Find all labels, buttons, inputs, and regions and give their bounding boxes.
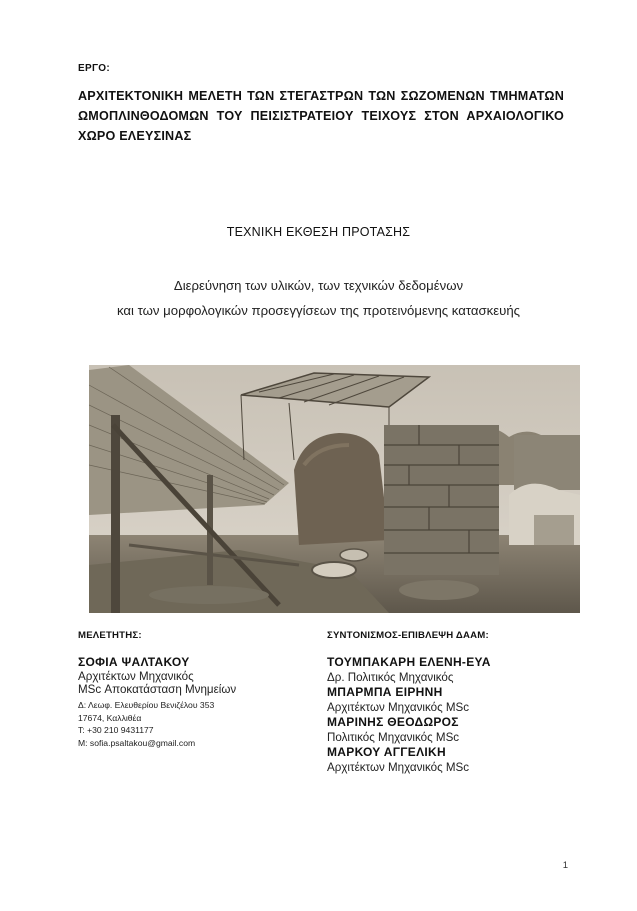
- supervisor-name: ΤΟΥΜΠΑΚΑΡΗ ΕΛΕΝΗ-ΕΥΑ: [327, 655, 491, 669]
- supervisor-role: Αρχιτέκτων Μηχανικός MSc: [327, 701, 470, 714]
- supervisor-role: Πολιτικός Μηχανικός MSc: [327, 731, 460, 744]
- project-title: ΑΡΧΙΤΕΚΤΟΝΙΚΗ ΜΕΛΕΤΗ ΤΩΝ ΣΤΕΓΑΣΤΡΩΝ ΤΩΝ ΣΩΖΟΜΕΝΩΝ ΤΜΗΜΑΤΩΝ ΩΜΟΠΛΙΝΘΟΔΟΜΩΝ ΤΟΥ ΠΕΙΣΙΣΤΡΑΤΕΙΟΥ ΤΕΙΧΟΥΣ ΣΤΟΝ ΑΡΧΑΙΟΛΟΓΙΚΟ ΧΩΡΟ ΕΛΕΥΣΙΝΑΣ: [78, 89, 564, 143]
- project-label: ΕΡΓΟ:: [78, 63, 110, 74]
- supervision-block: [327, 630, 577, 774]
- subtitle-line-2: και των μορφολογικών προσεγγίσεων της προτεινόμενης κατασκευής: [116, 303, 521, 318]
- supervisor-name: ΜΑΡΙΝΗΣ ΘΕΟΔΩΡΟΣ: [327, 715, 459, 729]
- designer-address: Δ: Λεωφ. Ελευθερίου Βενιζέλου 353: [78, 700, 215, 710]
- designer-specialization: MSc Αποκατάσταση Μνημείων: [78, 683, 237, 696]
- designer-city: 17674, Καλλιθέα: [78, 712, 142, 723]
- designer-phone: T: +30 210 9431177: [78, 725, 154, 735]
- page-number: 1: [562, 860, 568, 871]
- designer-block: [78, 630, 308, 749]
- document-title: ΤΕΧΝΙΚΗ ΕΚΘΕΣΗ ΠΡΟΤΑΣΗΣ: [226, 225, 411, 239]
- supervisor-name: ΜΠΑΡΜΠΑ ΕΙΡΗΝΗ: [327, 685, 443, 699]
- supervisor-name: ΜΑΡΚΟΥ ΑΓΓΕΛΙΚΗ: [327, 745, 446, 759]
- designer-role: Αρχιτέκτων Μηχανικός: [78, 670, 194, 683]
- supervisor-role: Αρχιτέκτων Μηχανικός MSc: [327, 761, 470, 774]
- site-photo: [89, 365, 580, 613]
- designer-heading: ΜΕΛΕΤΗΤΗΣ:: [78, 630, 142, 641]
- subtitle-line-1: Διερεύνηση των υλικών, των τεχνικών δεδομένων: [173, 278, 464, 293]
- supervisor-role: Δρ. Πολιτικός Μηχανικός: [327, 671, 454, 684]
- designer-name: ΣΟΦΙΑ ΨΑΛΤΑΚΟΥ: [78, 655, 190, 669]
- supervision-heading: ΣΥΝΤΟΝΙΣΜΟΣ-ΕΠΙΒΛΕΨΗ ΔΑΑΜ:: [327, 630, 489, 641]
- designer-email: M: sofia.psaltakou@gmail.com: [78, 737, 196, 748]
